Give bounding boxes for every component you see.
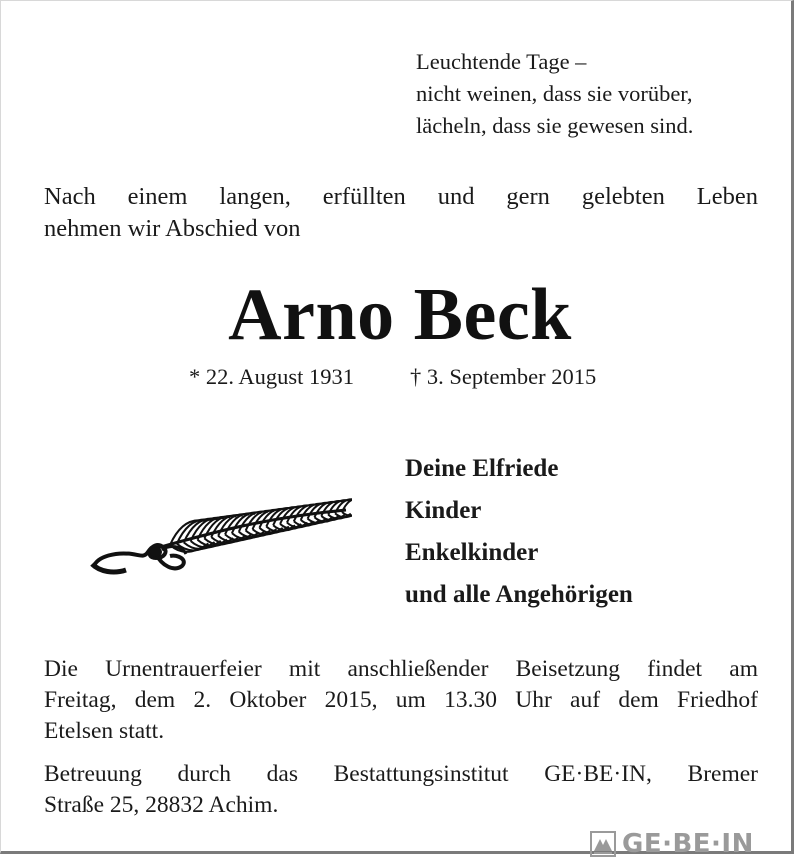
- poem: [416, 46, 776, 142]
- ceremony-line: Etelsen statt.: [44, 718, 165, 744]
- logo-mark-icon: [590, 831, 616, 857]
- mourner-line: Kinder: [405, 497, 482, 524]
- logo-text: GE·BE·IN: [622, 829, 754, 859]
- poem-line: nicht weinen, dass sie vorüber,: [416, 81, 693, 106]
- palm-frond-icon: [90, 492, 352, 578]
- death-date: † 3. September 2015: [410, 364, 597, 389]
- ceremony-text: [44, 654, 758, 821]
- mourner-line: Enkelkinder: [405, 539, 539, 566]
- intro-text: [44, 181, 758, 245]
- intro-line: Nach einem langen, erfüllten und gern gelebten Leben: [44, 183, 758, 210]
- undertaker-paragraph: [44, 759, 758, 821]
- mourner-line: Deine Elfriede: [405, 455, 559, 482]
- poem-line: lächeln, dass sie gewesen sind.: [416, 113, 694, 138]
- undertaker-line: Straße 25, 28832 Achim.: [44, 792, 279, 818]
- intro-line: nehmen wir Abschied von: [44, 215, 301, 242]
- undertaker-logo: [590, 829, 754, 859]
- deceased-name: Arno Beck: [228, 274, 572, 356]
- mourner-line: und alle Angehörigen: [405, 581, 633, 608]
- ceremony-line: Freitag, dem 2. Oktober 2015, um 13.30 Uhr auf dem Friedhof: [44, 687, 758, 713]
- ceremony-line: Die Urnentrauerfeier mit anschließender Beisetzung findet am: [44, 656, 758, 682]
- birth-date: * 22. August 1931: [189, 364, 355, 389]
- mourners-list: [405, 448, 633, 616]
- undertaker-line: Betreuung durch das Bestattungsinstitut GE·BE·IN, Bremer: [44, 761, 758, 787]
- poem-line: Leuchtende Tage –: [416, 49, 587, 74]
- ceremony-paragraph: [44, 654, 758, 747]
